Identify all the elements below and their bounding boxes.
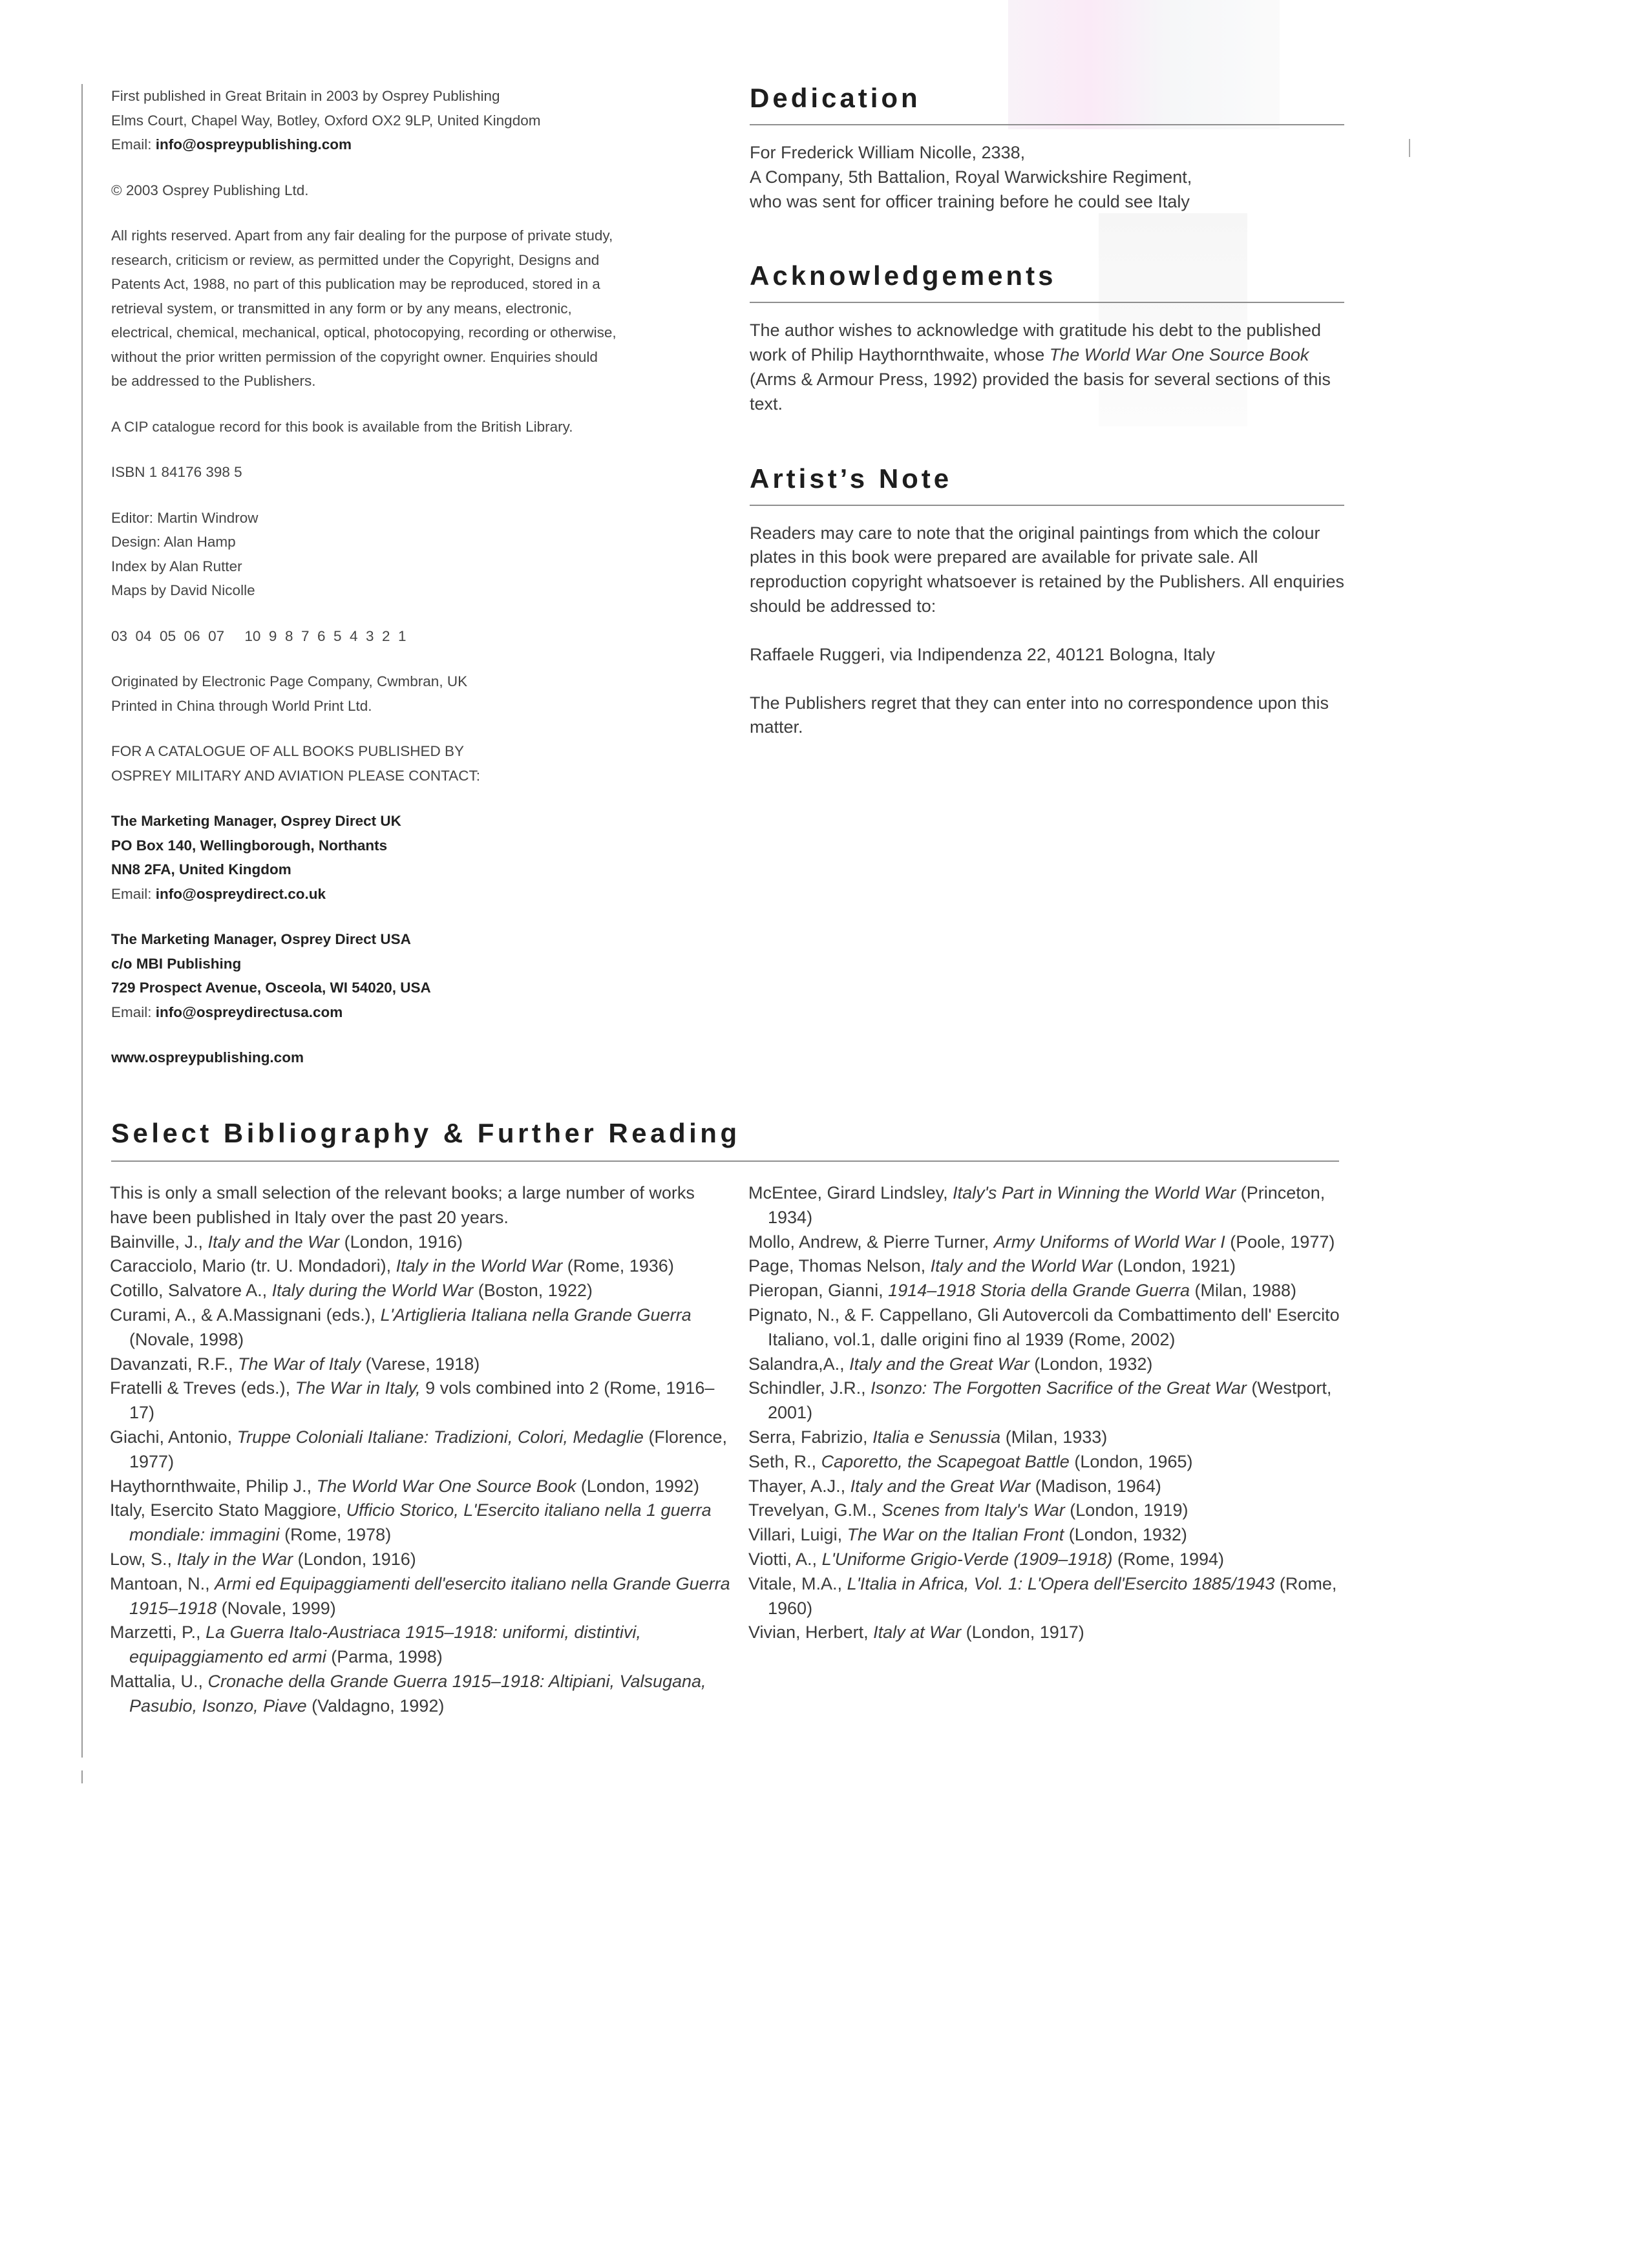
entry-text: (London, 1916)	[339, 1232, 463, 1252]
entry-text: Marzetti, P.,	[110, 1622, 206, 1643]
margin-mark	[1409, 139, 1410, 157]
bibliography-entry	[110, 1279, 730, 1303]
usa-email-line	[111, 1000, 712, 1025]
bibliography-entry	[748, 1475, 1356, 1499]
entry-text: (London, 1932)	[1064, 1525, 1187, 1545]
bibliography-entry	[748, 1425, 1356, 1450]
uk-contact-text: The Marketing Manager, Osprey Direct UK	[111, 813, 401, 829]
bibliography-entry	[748, 1450, 1356, 1475]
entry-title: Armi ed Equipaggiamenti dell'esercito italiano nella Grande Guerra 1915–1918	[129, 1573, 730, 1618]
entry-text: Haythornthwaite, Philip J.,	[110, 1476, 317, 1496]
acknowledgements-heading: Acknowledgements	[750, 260, 1057, 291]
entry-title: Isonzo: The Forgotten Sacrifice of the Great War	[871, 1378, 1247, 1398]
origination-line: Originated by Electronic Page Company, Cwmbran, UK	[111, 673, 468, 689]
uk-contact-text: NN8 2FA, United Kingdom	[111, 861, 291, 877]
entry-text: Pieropan, Gianni,	[748, 1281, 889, 1301]
bibliography-entry	[748, 1498, 1356, 1523]
artists-note-heading: Artist’s Note	[750, 463, 953, 494]
margin-rule	[81, 84, 83, 1758]
entry-title: The World War One Source Book	[316, 1476, 576, 1496]
bibliography-entry	[748, 1548, 1356, 1572]
entry-title: L'Uniforme Grigio-Verde (1909–1918)	[821, 1549, 1113, 1569]
entry-text: Thayer, A.J.,	[748, 1476, 850, 1496]
entry-text: Trevelyan, G.M.,	[748, 1500, 882, 1520]
bibliography-entry	[110, 1475, 730, 1499]
entry-title: Italy at War	[873, 1622, 962, 1643]
bibliography-entry	[110, 1498, 730, 1548]
catalogue-line: FOR A CATALOGUE OF ALL BOOKS PUBLISHED BY	[111, 743, 464, 759]
entry-text: 9 vols combined into 2 (Rome, 1916–17)	[129, 1378, 715, 1423]
entry-title: Ufficio Storico, L'Esercito italiano nella 1 guerra mondiale: immagini	[129, 1500, 712, 1545]
entry-text: (Milan, 1988)	[1189, 1281, 1297, 1301]
rights-line: be addressed to the Publishers.	[111, 373, 316, 389]
heading-rule	[750, 505, 1344, 506]
entry-text: (Novale, 1999)	[217, 1598, 336, 1618]
entry-text: Seth, R.,	[748, 1451, 821, 1471]
bibliography-heading: Select Bibliography & Further Reading	[111, 1118, 741, 1148]
entry-text: Page, Thomas Nelson,	[748, 1256, 931, 1276]
usa-contact-text: The Marketing Manager, Osprey Direct USA	[111, 931, 411, 947]
entry-text: Pignato, N., & F. Cappellano, Gli Autovercoli da Combattimento dell' Esercito Italiano, vol.1, dalle origini fino al 1939 (Rome, 2002)	[748, 1305, 1340, 1349]
email-label: Email:	[111, 1003, 156, 1020]
entry-title: Caporetto, the Scapegoat Battle	[821, 1451, 1070, 1471]
bibliography-header	[111, 1114, 1339, 1177]
bibliography-entry	[110, 1548, 730, 1572]
uk-contact-line	[111, 809, 712, 834]
usa-contact-line	[111, 952, 712, 976]
entry-text: (Milan, 1933)	[1000, 1427, 1108, 1447]
imprint-line: First published in Great Britain in 2003 by Osprey Publishing	[111, 88, 500, 104]
usa-contact-text: 729 Prospect Avenue, Osceola, WI 54020, USA	[111, 980, 431, 996]
entry-text: Vivian, Herbert,	[748, 1622, 874, 1643]
entry-text: Giachi, Antonio,	[110, 1427, 237, 1447]
entry-text: Mollo, Andrew, & Pierre Turner,	[748, 1232, 994, 1252]
bibliography-entry	[110, 1572, 730, 1621]
dedication-line: who was sent for officer training before he could see Italy	[750, 191, 1190, 211]
entry-text: (London, 1992)	[576, 1476, 699, 1496]
bibliography-entry	[748, 1352, 1356, 1377]
entry-text: Cotillo, Salvatore A.,	[110, 1281, 272, 1301]
entry-title: Army Uniforms of World War I	[993, 1232, 1225, 1252]
uk-email-line	[111, 882, 712, 907]
ack-text: (Arms & Armour Press, 1992) provided the basis for several sections of this text.	[750, 369, 1331, 414]
entry-text: (London, 1921)	[1112, 1256, 1236, 1276]
entry-title: L'Italia in Africa, Vol. 1: L'Opera dell'Esercito 1885/1943	[847, 1573, 1275, 1593]
entry-text: (London, 1916)	[293, 1549, 416, 1569]
entry-text: (Valdagno, 1992)	[306, 1696, 445, 1716]
bibliography-entry	[748, 1181, 1356, 1230]
entry-title: 1914–1918 Storia della Grande Guerra	[888, 1281, 1190, 1301]
entry-text: (Boston, 1922)	[473, 1281, 593, 1301]
imprint-column	[111, 84, 712, 1070]
isbn: ISBN 1 84176 398 5	[111, 464, 242, 480]
usa-contact-line	[111, 927, 712, 952]
bibliography-entry	[748, 1376, 1356, 1425]
rights-line: research, criticism or review, as permitted under the Copyright, Designs and	[111, 251, 600, 268]
front-matter-column	[750, 79, 1344, 740]
entry-text: McEntee, Girard Lindsley,	[748, 1183, 953, 1202]
entry-title: La Guerra Italo-Austriaca 1915–1918: uniformi, distintivi, equipaggiamento ed armi	[129, 1622, 641, 1667]
bibliography-entry	[748, 1254, 1356, 1279]
entry-text: (Florence, 1977)	[129, 1427, 727, 1471]
entry-title: Italy and the Great War	[849, 1354, 1030, 1374]
usa-contact-text: c/o MBI Publishing	[111, 955, 242, 972]
rights-line: retrieval system, or transmitted in any form or by any means, electronic,	[111, 300, 572, 317]
publisher-email: info@ospreypublishing.com	[155, 136, 352, 152]
entry-text: (Rome, 1978)	[279, 1525, 392, 1545]
entry-text: Fratelli & Treves (eds.),	[110, 1378, 295, 1398]
credit-line: Design: Alan Hamp	[111, 534, 236, 550]
uk-email: info@ospreydirect.co.uk	[155, 885, 326, 902]
entry-title: The War of Italy	[238, 1354, 361, 1374]
credit-line: Index by Alan Rutter	[111, 558, 242, 574]
rights-line: without the prior written permission of the copyright owner. Enquiries should	[111, 348, 598, 365]
ack-text: The author wishes to acknowledge with gratitude his debt to the published work of Philip Haythornthwaite, whose	[750, 320, 1322, 365]
entry-text: (Westport, 2001)	[768, 1378, 1332, 1423]
entry-text: Bainville, J.,	[110, 1232, 208, 1252]
entry-title: Italy's Part in Winning the World War	[953, 1183, 1236, 1202]
entry-title: Scenes from Italy's War	[882, 1500, 1065, 1520]
bibliography-column-left	[110, 1181, 730, 1719]
entry-text: Italy, Esercito Stato Maggiore,	[110, 1500, 346, 1520]
entry-text: Mantoan, N.,	[110, 1573, 215, 1593]
heading-rule	[750, 302, 1344, 303]
origination-line: Printed in China through World Print Ltd.	[111, 697, 372, 714]
entry-text: Caracciolo, Mario (tr. U. Mondadori),	[110, 1256, 396, 1276]
entry-text: Vitale, M.A.,	[748, 1573, 847, 1593]
entry-text: Serra, Fabrizio,	[748, 1427, 873, 1447]
bibliography-entry	[110, 1352, 730, 1377]
website-line	[111, 1045, 712, 1070]
bibliography-entry	[748, 1279, 1356, 1303]
bibliography-entry	[110, 1670, 730, 1719]
bibliography-entry	[110, 1303, 730, 1352]
heading-rule	[111, 1160, 1339, 1162]
entry-title: The War on the Italian Front	[847, 1525, 1064, 1545]
entry-text: (Rome, 1960)	[768, 1573, 1337, 1618]
entry-title: The War in Italy,	[295, 1378, 421, 1398]
email-label: Email:	[111, 136, 156, 152]
cip-notice: A CIP catalogue record for this book is available from the British Library.	[111, 418, 573, 435]
entry-text: (London, 1917)	[961, 1622, 1084, 1643]
entry-text: (Rome, 1936)	[562, 1256, 674, 1276]
entry-title: Italy and the Great War	[850, 1476, 1031, 1496]
artist-address: Raffaele Ruggeri, via Indipendenza 22, 40121 Bologna, Italy	[750, 644, 1216, 664]
bibliography-entry	[748, 1621, 1356, 1645]
usa-email: info@ospreydirectusa.com	[155, 1003, 343, 1020]
entry-title: Italy during the World War	[271, 1281, 474, 1301]
entry-title: Cronache della Grande Guerra 1915–1918: Altipiani, Valsugana, Pasubio, Isonzo, Piave	[129, 1671, 706, 1716]
artists-note-text: Readers may care to note that the original paintings from which the colour plates in this book were prepared are available for private sale. All reproduction copyright whatsoever is retained by the Publishers. All enquiries should be addressed to:	[750, 523, 1345, 616]
usa-contact-line	[111, 976, 712, 1000]
entry-text: Salandra,A.,	[748, 1354, 850, 1374]
imprint-email-line	[111, 132, 712, 157]
entry-text: (London, 1919)	[1064, 1500, 1188, 1520]
entry-title: Italy in the War	[176, 1549, 293, 1569]
dedication-heading: Dedication	[750, 83, 921, 113]
uk-contact-text: PO Box 140, Wellingborough, Northants	[111, 837, 388, 854]
margin-rule	[81, 1770, 83, 1783]
entry-text: Curami, A., & A.Massignani (eds.),	[110, 1305, 381, 1325]
entry-text: (London, 1932)	[1029, 1354, 1153, 1374]
imprint-line: Elms Court, Chapel Way, Botley, Oxford OX2 9LP, United Kingdom	[111, 112, 541, 129]
entry-title: Italy in the World War	[396, 1256, 563, 1276]
email-label: Email:	[111, 885, 156, 902]
entry-text: (Parma, 1998)	[326, 1647, 443, 1667]
credit-line: Maps by David Nicolle	[111, 582, 255, 598]
website: www.ospreypublishing.com	[111, 1049, 304, 1066]
bibliography-entry	[748, 1230, 1356, 1255]
bibliography-entry	[748, 1572, 1356, 1621]
bibliography-entry	[110, 1376, 730, 1425]
rights-line: Patents Act, 1988, no part of this publication may be reproduced, stored in a	[111, 276, 600, 292]
entry-text: Schindler, J.R.,	[748, 1378, 871, 1398]
rights-line: electrical, chemical, mechanical, optical, photocopying, recording or otherwise,	[111, 324, 617, 341]
bibliography-intro: This is only a small selection of the relevant books; a large number of works have been published in Italy over the past 20 years.	[110, 1183, 695, 1227]
entry-text: (London, 1965)	[1069, 1451, 1193, 1471]
entry-text: (Varese, 1918)	[361, 1354, 480, 1374]
entry-text: Viotti, A.,	[748, 1549, 822, 1569]
bibliography-entry	[748, 1523, 1356, 1548]
dedication-line: A Company, 5th Battalion, Royal Warwickshire Regiment,	[750, 167, 1192, 187]
entry-text: Mattalia, U.,	[110, 1671, 208, 1691]
entry-title: L'Artiglieria Italiana nella Grande Guerra	[380, 1305, 692, 1325]
print-line: 03 04 05 06 07 10 9 8 7 6 5 4 3 2 1	[111, 627, 407, 644]
uk-contact-line	[111, 834, 712, 858]
dedication-line: For Frederick William Nicolle, 2338,	[750, 143, 1026, 162]
entry-title: Italy and the World War	[930, 1256, 1113, 1276]
bibliography-entry	[110, 1254, 730, 1279]
entry-text: (Novale, 1998)	[129, 1329, 244, 1349]
heading-rule	[750, 124, 1344, 125]
uk-contact-line	[111, 857, 712, 882]
acknowledgements-text	[750, 319, 1344, 416]
copyright-notice: © 2003 Osprey Publishing Ltd.	[111, 182, 309, 198]
bibliography-entry	[748, 1303, 1356, 1352]
publishers-regret: The Publishers regret that they can enter into no correspondence upon this matter.	[750, 693, 1329, 737]
catalogue-line: OSPREY MILITARY AND AVIATION PLEASE CONTACT:	[111, 767, 480, 784]
entry-text: (Poole, 1977)	[1225, 1232, 1335, 1252]
rights-line: All rights reserved. Apart from any fair dealing for the purpose of private study,	[111, 227, 613, 244]
bibliography-column-right	[748, 1181, 1356, 1645]
entry-text: Villari, Luigi,	[748, 1525, 847, 1545]
entry-title: Italy and the War	[207, 1232, 340, 1252]
entry-text: (Princeton, 1934)	[768, 1183, 1326, 1227]
entry-text: Davanzati, R.F.,	[110, 1354, 238, 1374]
entry-text: Low, S.,	[110, 1549, 177, 1569]
entry-text: (Rome, 1994)	[1112, 1549, 1225, 1569]
ack-book-title: The World War One Source Book	[1049, 345, 1309, 365]
bibliography-entry	[110, 1425, 730, 1475]
bibliography-entry	[110, 1621, 730, 1670]
credit-line: Editor: Martin Windrow	[111, 509, 259, 526]
entry-text: (Madison, 1964)	[1030, 1476, 1161, 1496]
entry-title: Truppe Coloniali Italiane: Tradizioni, Colori, Medaglie	[237, 1427, 644, 1447]
bibliography-entry	[110, 1230, 730, 1255]
entry-title: Italia e Senussia	[872, 1427, 1001, 1447]
